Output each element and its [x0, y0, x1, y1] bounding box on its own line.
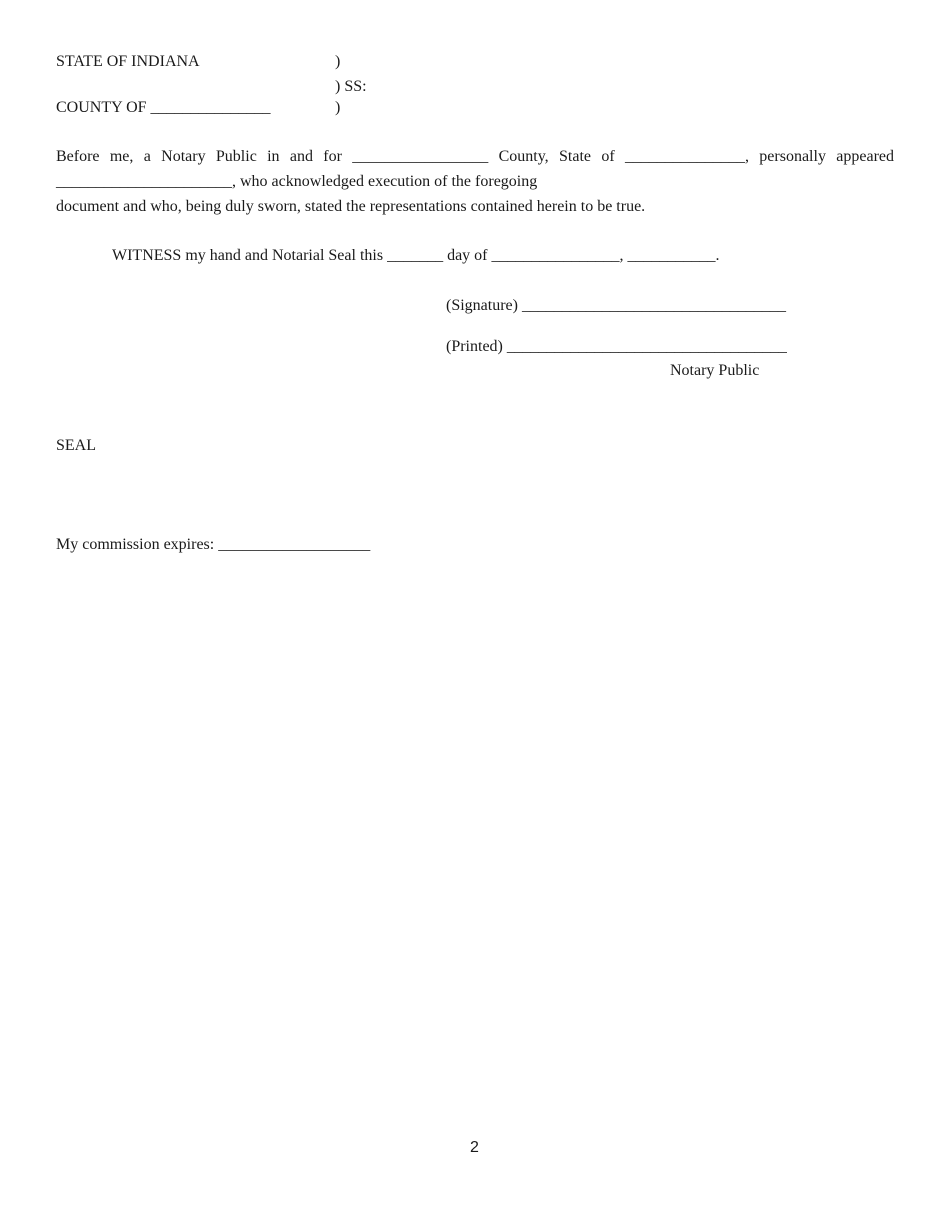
venue-county: COUNTY OF _______________: [56, 99, 271, 116]
printed-name-line: (Printed) ___________________________________: [446, 338, 787, 355]
venue-paren-ss: ) SS:: [335, 78, 367, 95]
seal-label: SEAL: [56, 437, 96, 454]
signature-line: (Signature) _________________________________: [446, 297, 786, 314]
acknowledgment-line-3: document and who, being duly sworn, stated the representations contained herein to be true.: [56, 198, 646, 215]
acknowledgment-line-1: Before me, a Notary Public in and for _________________ County, State of _______________, personally appeared: [56, 148, 894, 165]
page-number: 2: [470, 1139, 479, 1156]
witness-line: WITNESS my hand and Notarial Seal this _______ day of ________________, ___________.: [112, 247, 720, 264]
notary-title: Notary Public: [670, 362, 760, 379]
venue-paren-bottom: ): [335, 99, 341, 116]
venue-state: STATE OF INDIANA: [56, 53, 200, 70]
acknowledgment-paragraph: [56, 144, 894, 194]
venue-paren-top: ): [335, 53, 341, 70]
acknowledgment-line-2: ______________________, who acknowledged execution of the foregoing: [56, 173, 538, 190]
commission-expires-line: My commission expires: ___________________: [56, 536, 371, 553]
